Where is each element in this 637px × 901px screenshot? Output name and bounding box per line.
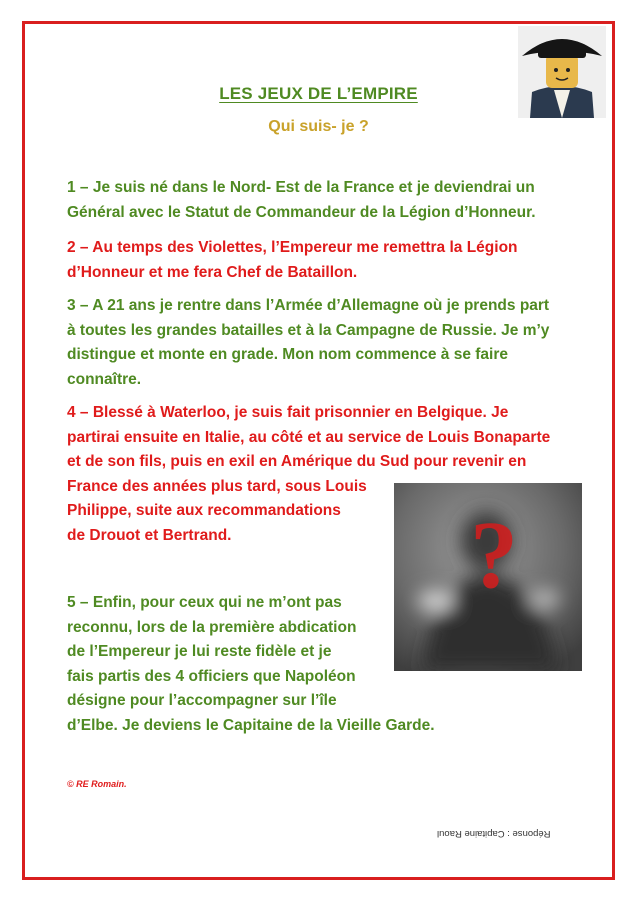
clue-4-line: Philippe, suite aux recommandations [67, 502, 341, 519]
clue-3-line: connaître. [67, 370, 142, 388]
answer-upside-down: Réponse : Capitaine Raoul [437, 828, 551, 839]
clue-4-line: 4 – Blessé à Waterloo, je suis fait prisonnier en Belgique. Je [67, 404, 509, 421]
clue-3-line: 3 – A 21 ans je rentre dans l’Armée d’Allemagne où je prends part [67, 297, 550, 314]
clue-5-line: fais partis des 4 officiers que Napoléon [67, 667, 356, 685]
clue-4-line: de Drouot et Bertrand. [67, 526, 232, 544]
page-subtitle: Qui suis- je ? [268, 118, 369, 135]
napoleon-figurine-image [518, 26, 606, 118]
clue-2-line: d’Honneur et me fera Chef de Bataillon. [67, 263, 358, 281]
clue-3 [67, 294, 549, 392]
clue-2-line: 2 – Au temps des Violettes, l’Empereur me remettra la Légion [67, 239, 518, 256]
clue-2 [67, 236, 518, 285]
clue-5 [67, 591, 435, 738]
clue-4-line: et de son fils, puis en exil en Amérique du Sud pour revenir en [67, 453, 527, 470]
clue-3-line: à toutes les grandes batailles et à la Campagne de Russie. Je m’y [67, 321, 550, 339]
clue-4-line: France des années plus tard, sous Louis [67, 477, 367, 495]
clue-4-line: partirai ensuite en Italie, au côté et au service de Louis Bonaparte [67, 428, 551, 446]
clue-3-line: distingue et monte en grade. Mon nom commence à se faire [67, 346, 508, 363]
copyright-note: © RE Romain. [67, 779, 127, 789]
clue-5-line: d’Elbe. Je deviens le Capitaine de la Vieille Garde. [67, 716, 435, 734]
clue-1 [67, 176, 536, 225]
page-title: LES JEUX DE L’EMPIRE [219, 84, 418, 103]
clue-1-line: 1 – Je suis né dans le Nord- Est de la France et je deviendrai un [67, 179, 535, 196]
clue-5-line: désigne pour l’accompagner sur l’île [67, 692, 337, 709]
clue-5-line: de l’Empereur je lui reste fidèle et je [67, 643, 332, 660]
question-mark: ? [470, 501, 518, 608]
clue-1-line: Général avec le Statut de Commandeur de la Légion d’Honneur. [67, 203, 536, 221]
clue-5-line: reconnu, lors de la première abdication [67, 618, 357, 636]
clue-5-line: 5 – Enfin, pour ceux qui ne m’ont pas [67, 594, 342, 611]
